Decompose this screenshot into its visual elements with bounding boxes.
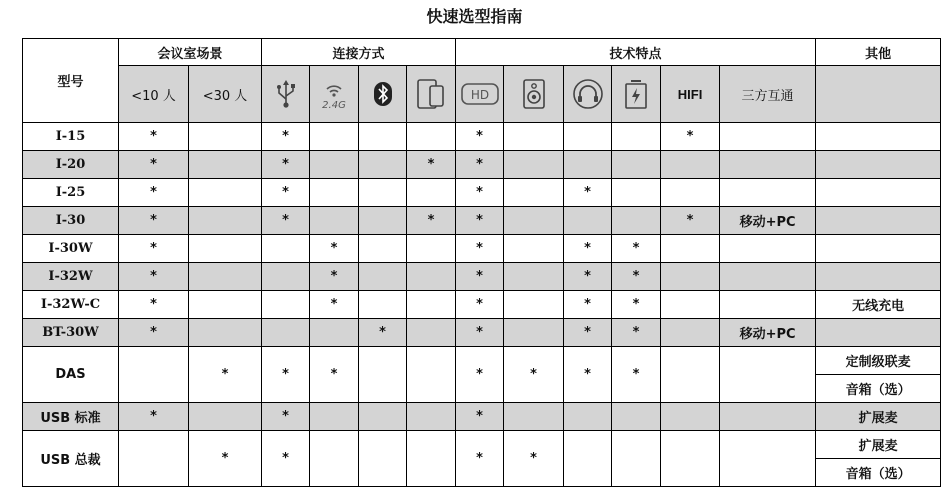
feature-cell bbox=[359, 431, 407, 487]
feature-cell: * bbox=[504, 431, 564, 487]
speaker-header bbox=[504, 66, 564, 123]
model-cell: I-25 bbox=[23, 179, 119, 207]
feature-cell: * bbox=[119, 263, 189, 291]
feature-cell bbox=[189, 403, 262, 431]
feature-cell: * bbox=[310, 263, 359, 291]
feature-cell: 扩展麦 bbox=[816, 403, 941, 431]
feature-cell bbox=[504, 403, 564, 431]
feature-cell bbox=[407, 123, 456, 151]
table-row bbox=[23, 291, 941, 319]
feature-cell: * bbox=[564, 179, 612, 207]
feature-cell: * bbox=[189, 431, 262, 487]
feature-cell bbox=[407, 319, 456, 347]
model-cell: BT-30W bbox=[23, 319, 119, 347]
bluetooth-icon bbox=[373, 81, 393, 107]
feature-cell bbox=[816, 235, 941, 263]
feature-cell: * bbox=[407, 151, 456, 179]
feature-cell: * bbox=[456, 291, 504, 319]
feature-cell: * bbox=[456, 179, 504, 207]
feature-cell: * bbox=[456, 207, 504, 235]
feature-cell bbox=[720, 151, 816, 179]
feature-cell bbox=[816, 179, 941, 207]
feature-cell bbox=[310, 123, 359, 151]
other-blank-header bbox=[816, 66, 941, 123]
table-row bbox=[23, 235, 941, 263]
model-cell: USB 标准 bbox=[23, 403, 119, 431]
feature-cell bbox=[407, 179, 456, 207]
feature-cell bbox=[504, 179, 564, 207]
wifi-2.4g-icon bbox=[317, 77, 351, 111]
feature-cell: * bbox=[456, 347, 504, 403]
feature-cell: * bbox=[189, 347, 262, 403]
feature-cell bbox=[816, 207, 941, 235]
feature-cell bbox=[612, 403, 661, 431]
feature-cell: * bbox=[661, 207, 720, 235]
feature-cell: * bbox=[262, 179, 310, 207]
feature-cell: * bbox=[456, 235, 504, 263]
group-header-row bbox=[23, 39, 941, 66]
other-note-cell: 音箱（选） bbox=[816, 375, 941, 403]
feature-cell bbox=[359, 291, 407, 319]
feature-cell bbox=[189, 263, 262, 291]
table-row bbox=[23, 319, 941, 347]
feature-cell: * bbox=[119, 207, 189, 235]
feature-cell: * bbox=[456, 403, 504, 431]
feature-cell: * bbox=[661, 123, 720, 151]
feature-cell bbox=[661, 151, 720, 179]
table-row bbox=[23, 347, 941, 375]
feature-cell bbox=[504, 235, 564, 263]
feature-cell: * bbox=[456, 431, 504, 487]
feature-cell bbox=[189, 179, 262, 207]
feature-cell bbox=[504, 319, 564, 347]
feature-cell bbox=[310, 207, 359, 235]
model-cell: I-15 bbox=[23, 123, 119, 151]
feature-cell bbox=[262, 291, 310, 319]
feature-cell: * bbox=[310, 291, 359, 319]
group-features: 技术特点 bbox=[456, 39, 816, 66]
feature-cell: * bbox=[119, 235, 189, 263]
feature-cell bbox=[359, 403, 407, 431]
feature-cell bbox=[564, 431, 612, 487]
feature-cell bbox=[612, 151, 661, 179]
usb-icon bbox=[275, 79, 297, 109]
feature-cell bbox=[564, 151, 612, 179]
feature-cell: * bbox=[456, 319, 504, 347]
feature-cell bbox=[816, 263, 941, 291]
other-note-cell: 扩展麦 bbox=[816, 431, 941, 459]
feature-cell bbox=[359, 207, 407, 235]
hifi-header: HIFI bbox=[661, 66, 720, 123]
feature-cell bbox=[262, 319, 310, 347]
feature-cell: * bbox=[564, 235, 612, 263]
feature-cell bbox=[720, 179, 816, 207]
feature-cell bbox=[189, 207, 262, 235]
feature-cell: * bbox=[262, 403, 310, 431]
feature-cell: 移动+PC bbox=[720, 319, 816, 347]
feature-cell bbox=[407, 403, 456, 431]
feature-cell bbox=[189, 235, 262, 263]
wifi-header bbox=[310, 66, 359, 123]
model-cell: I-20 bbox=[23, 151, 119, 179]
bluetooth-header bbox=[359, 66, 407, 123]
group-connection: 连接方式 bbox=[262, 39, 456, 66]
feature-cell bbox=[720, 403, 816, 431]
feature-cell: 无线充电 bbox=[816, 291, 941, 319]
feature-cell bbox=[262, 235, 310, 263]
tablet-header bbox=[407, 66, 456, 123]
wifi-label: 2.4G bbox=[322, 100, 346, 111]
feature-cell bbox=[612, 431, 661, 487]
feature-cell bbox=[816, 123, 941, 151]
feature-header-row bbox=[23, 66, 941, 123]
model-cell: DAS bbox=[23, 347, 119, 403]
feature-cell: * bbox=[119, 291, 189, 319]
feature-cell bbox=[359, 347, 407, 403]
feature-cell bbox=[661, 291, 720, 319]
feature-cell bbox=[661, 431, 720, 487]
feature-cell: * bbox=[119, 319, 189, 347]
other-note-cell: 音箱（选） bbox=[816, 459, 941, 487]
feature-cell: * bbox=[119, 151, 189, 179]
feature-cell bbox=[359, 151, 407, 179]
feature-cell: * bbox=[262, 207, 310, 235]
feature-cell bbox=[661, 347, 720, 403]
feature-cell: * bbox=[612, 291, 661, 319]
table-row bbox=[23, 151, 941, 179]
feature-cell bbox=[661, 235, 720, 263]
feature-cell bbox=[504, 123, 564, 151]
table-row bbox=[23, 123, 941, 151]
table-row bbox=[23, 403, 941, 431]
hd-header bbox=[456, 66, 504, 123]
feature-cell bbox=[564, 403, 612, 431]
feature-cell: * bbox=[119, 123, 189, 151]
feature-cell bbox=[119, 431, 189, 487]
feature-cell bbox=[612, 123, 661, 151]
feature-cell: * bbox=[612, 263, 661, 291]
feature-cell: * bbox=[564, 263, 612, 291]
table-row bbox=[23, 263, 941, 291]
feature-cell: * bbox=[310, 235, 359, 263]
feature-cell: * bbox=[359, 319, 407, 347]
table-body bbox=[23, 123, 941, 487]
feature-cell bbox=[720, 263, 816, 291]
battery-header bbox=[612, 66, 661, 123]
feature-cell: * bbox=[262, 347, 310, 403]
feature-cell bbox=[564, 207, 612, 235]
selection-guide-table bbox=[22, 38, 941, 487]
room-10-header: <10 人 bbox=[119, 66, 189, 123]
feature-cell: * bbox=[310, 347, 359, 403]
feature-cell bbox=[407, 263, 456, 291]
feature-cell bbox=[504, 151, 564, 179]
feature-cell bbox=[612, 207, 661, 235]
headphone-icon bbox=[571, 79, 605, 109]
feature-cell bbox=[720, 291, 816, 319]
speaker-icon bbox=[522, 79, 546, 109]
feature-cell: * bbox=[612, 319, 661, 347]
feature-cell bbox=[310, 319, 359, 347]
feature-cell bbox=[310, 179, 359, 207]
feature-cell bbox=[504, 207, 564, 235]
feature-cell: 移动+PC bbox=[720, 207, 816, 235]
model-cell: USB 总裁 bbox=[23, 431, 119, 487]
feature-cell bbox=[661, 319, 720, 347]
feature-cell bbox=[310, 403, 359, 431]
feature-cell bbox=[504, 291, 564, 319]
feature-cell: * bbox=[456, 263, 504, 291]
feature-cell bbox=[189, 151, 262, 179]
headphone-header bbox=[564, 66, 612, 123]
table-row bbox=[23, 431, 941, 459]
feature-cell bbox=[720, 123, 816, 151]
feature-cell: * bbox=[564, 319, 612, 347]
model-cell: I-32W-C bbox=[23, 291, 119, 319]
model-cell: I-32W bbox=[23, 263, 119, 291]
feature-cell bbox=[612, 179, 661, 207]
feature-cell bbox=[504, 263, 564, 291]
feature-cell bbox=[816, 319, 941, 347]
feature-cell bbox=[119, 347, 189, 403]
feature-cell: * bbox=[456, 123, 504, 151]
model-header: 型号 bbox=[23, 39, 119, 123]
feature-cell bbox=[720, 235, 816, 263]
feature-cell bbox=[661, 179, 720, 207]
feature-cell: * bbox=[262, 431, 310, 487]
feature-cell bbox=[407, 291, 456, 319]
feature-cell bbox=[359, 263, 407, 291]
feature-cell bbox=[720, 431, 816, 487]
feature-cell: * bbox=[119, 179, 189, 207]
feature-cell: * bbox=[262, 151, 310, 179]
feature-cell bbox=[359, 235, 407, 263]
feature-cell: * bbox=[407, 207, 456, 235]
feature-cell bbox=[262, 263, 310, 291]
model-cell: I-30 bbox=[23, 207, 119, 235]
feature-cell bbox=[720, 347, 816, 403]
feature-cell: * bbox=[564, 291, 612, 319]
feature-cell: * bbox=[119, 403, 189, 431]
battery-charge-icon bbox=[624, 79, 648, 109]
hd-label: HD bbox=[470, 88, 489, 102]
table-row bbox=[23, 207, 941, 235]
table-row bbox=[23, 179, 941, 207]
feature-cell bbox=[661, 403, 720, 431]
feature-cell bbox=[407, 431, 456, 487]
feature-cell: * bbox=[262, 123, 310, 151]
feature-cell bbox=[407, 347, 456, 403]
feature-cell: * bbox=[564, 347, 612, 403]
group-room: 会议室场景 bbox=[119, 39, 262, 66]
feature-cell bbox=[661, 263, 720, 291]
usb-header bbox=[262, 66, 310, 123]
feature-cell: * bbox=[504, 347, 564, 403]
other-note-cell: 定制级联麦 bbox=[816, 347, 941, 375]
feature-cell bbox=[189, 291, 262, 319]
tablet-icon bbox=[416, 78, 446, 110]
feature-cell bbox=[816, 151, 941, 179]
feature-cell bbox=[564, 123, 612, 151]
feature-cell bbox=[189, 123, 262, 151]
feature-cell bbox=[407, 235, 456, 263]
feature-cell bbox=[310, 151, 359, 179]
feature-cell bbox=[189, 319, 262, 347]
feature-cell: * bbox=[612, 235, 661, 263]
feature-cell bbox=[359, 123, 407, 151]
feature-cell: * bbox=[456, 151, 504, 179]
group-other: 其他 bbox=[816, 39, 941, 66]
feature-cell: * bbox=[612, 347, 661, 403]
feature-cell bbox=[359, 179, 407, 207]
page-title: 快速选型指南 bbox=[426, 7, 523, 26]
model-cell: I-30W bbox=[23, 235, 119, 263]
hd-icon bbox=[461, 83, 499, 105]
interop-header: 三方互通 bbox=[720, 66, 816, 123]
room-30-header: <30 人 bbox=[189, 66, 262, 123]
feature-cell bbox=[310, 431, 359, 487]
